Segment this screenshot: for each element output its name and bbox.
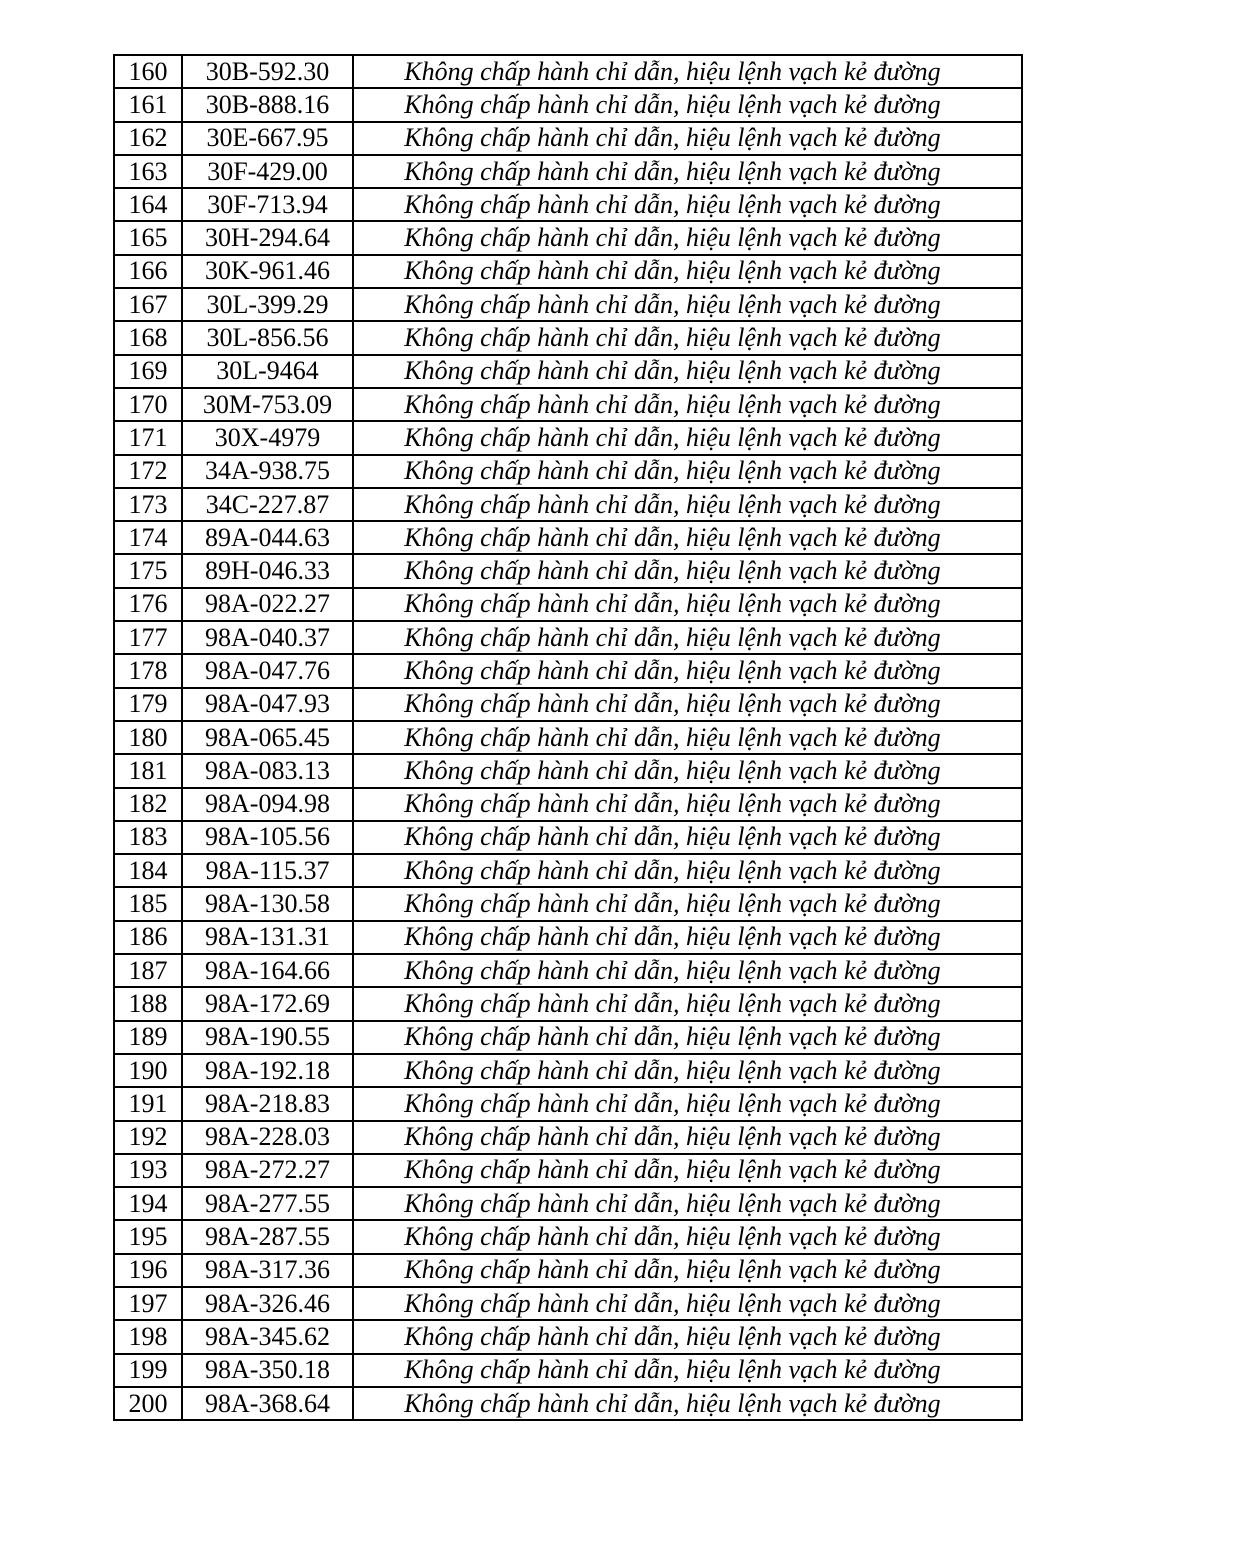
license-plate-cell: 34A-938.75 bbox=[182, 455, 353, 488]
table-row bbox=[114, 221, 1022, 254]
license-plate-cell: 98A-277.55 bbox=[182, 1187, 353, 1220]
row-number-cell: 184 bbox=[114, 854, 182, 887]
table-row bbox=[114, 688, 1022, 721]
license-plate-cell: 30L-399.29 bbox=[182, 288, 353, 321]
table-row bbox=[114, 821, 1022, 854]
violation-cell: Không chấp hành chỉ dẫn, hiệu lệnh vạch kẻ đường bbox=[353, 754, 1022, 787]
license-plate-cell: 98A-317.36 bbox=[182, 1254, 353, 1287]
violation-cell: Không chấp hành chỉ dẫn, hiệu lệnh vạch kẻ đường bbox=[353, 721, 1022, 754]
license-plate-cell: 98A-083.13 bbox=[182, 754, 353, 787]
table-row bbox=[114, 1254, 1022, 1287]
table-row bbox=[114, 355, 1022, 388]
table-row bbox=[114, 887, 1022, 920]
license-plate-cell: 98A-326.46 bbox=[182, 1287, 353, 1320]
table-row bbox=[114, 55, 1022, 88]
violation-cell: Không chấp hành chỉ dẫn, hiệu lệnh vạch kẻ đường bbox=[353, 1121, 1022, 1154]
table-row bbox=[114, 421, 1022, 454]
license-plate-cell: 98A-115.37 bbox=[182, 854, 353, 887]
row-number-cell: 197 bbox=[114, 1287, 182, 1320]
row-number-cell: 167 bbox=[114, 288, 182, 321]
license-plate-cell: 89H-046.33 bbox=[182, 554, 353, 587]
row-number-cell: 185 bbox=[114, 887, 182, 920]
license-plate-cell: 30L-9464 bbox=[182, 355, 353, 388]
row-number-cell: 194 bbox=[114, 1187, 182, 1220]
row-number-cell: 166 bbox=[114, 255, 182, 288]
table-row bbox=[114, 288, 1022, 321]
table-row bbox=[114, 155, 1022, 188]
violation-cell: Không chấp hành chỉ dẫn, hiệu lệnh vạch kẻ đường bbox=[353, 1220, 1022, 1253]
license-plate-cell: 98A-105.56 bbox=[182, 821, 353, 854]
license-plate-cell: 98A-272.27 bbox=[182, 1154, 353, 1187]
table-row bbox=[114, 255, 1022, 288]
row-number-cell: 181 bbox=[114, 754, 182, 787]
violation-cell: Không chấp hành chỉ dẫn, hiệu lệnh vạch kẻ đường bbox=[353, 554, 1022, 587]
table-row bbox=[114, 1320, 1022, 1353]
row-number-cell: 173 bbox=[114, 488, 182, 521]
license-plate-cell: 98A-350.18 bbox=[182, 1354, 353, 1387]
violation-cell: Không chấp hành chỉ dẫn, hiệu lệnh vạch kẻ đường bbox=[353, 288, 1022, 321]
violation-cell: Không chấp hành chỉ dẫn, hiệu lệnh vạch kẻ đường bbox=[353, 1387, 1022, 1420]
violation-cell: Không chấp hành chỉ dẫn, hiệu lệnh vạch kẻ đường bbox=[353, 1154, 1022, 1187]
row-number-cell: 200 bbox=[114, 1387, 182, 1420]
license-plate-cell: 98A-131.31 bbox=[182, 921, 353, 954]
row-number-cell: 196 bbox=[114, 1254, 182, 1287]
table-row bbox=[114, 854, 1022, 887]
row-number-cell: 161 bbox=[114, 88, 182, 121]
table-row bbox=[114, 88, 1022, 121]
row-number-cell: 162 bbox=[114, 122, 182, 155]
table-row bbox=[114, 488, 1022, 521]
row-number-cell: 170 bbox=[114, 388, 182, 421]
row-number-cell: 192 bbox=[114, 1121, 182, 1154]
license-plate-cell: 98A-218.83 bbox=[182, 1087, 353, 1120]
violation-cell: Không chấp hành chỉ dẫn, hiệu lệnh vạch kẻ đường bbox=[353, 987, 1022, 1020]
violation-cell: Không chấp hành chỉ dẫn, hiệu lệnh vạch kẻ đường bbox=[353, 188, 1022, 221]
table-row bbox=[114, 1087, 1022, 1120]
violation-cell: Không chấp hành chỉ dẫn, hiệu lệnh vạch kẻ đường bbox=[353, 654, 1022, 687]
violation-cell: Không chấp hành chỉ dẫn, hiệu lệnh vạch kẻ đường bbox=[353, 788, 1022, 821]
row-number-cell: 182 bbox=[114, 788, 182, 821]
license-plate-cell: 98A-287.55 bbox=[182, 1220, 353, 1253]
table-row bbox=[114, 1121, 1022, 1154]
license-plate-cell: 98A-094.98 bbox=[182, 788, 353, 821]
license-plate-cell: 98A-172.69 bbox=[182, 987, 353, 1020]
violation-cell: Không chấp hành chỉ dẫn, hiệu lệnh vạch kẻ đường bbox=[353, 688, 1022, 721]
table-row bbox=[114, 1021, 1022, 1054]
violation-cell: Không chấp hành chỉ dẫn, hiệu lệnh vạch kẻ đường bbox=[353, 887, 1022, 920]
violation-cell: Không chấp hành chỉ dẫn, hiệu lệnh vạch kẻ đường bbox=[353, 455, 1022, 488]
violation-cell: Không chấp hành chỉ dẫn, hiệu lệnh vạch kẻ đường bbox=[353, 1287, 1022, 1320]
violation-cell: Không chấp hành chỉ dẫn, hiệu lệnh vạch kẻ đường bbox=[353, 921, 1022, 954]
table-row bbox=[114, 1354, 1022, 1387]
table-row bbox=[114, 921, 1022, 954]
table-row bbox=[114, 321, 1022, 354]
table-row bbox=[114, 721, 1022, 754]
license-plate-cell: 30F-429.00 bbox=[182, 155, 353, 188]
violation-cell: Không chấp hành chỉ dẫn, hiệu lệnh vạch kẻ đường bbox=[353, 255, 1022, 288]
license-plate-cell: 30F-713.94 bbox=[182, 188, 353, 221]
license-plate-cell: 98A-192.18 bbox=[182, 1054, 353, 1087]
row-number-cell: 179 bbox=[114, 688, 182, 721]
row-number-cell: 177 bbox=[114, 621, 182, 654]
row-number-cell: 199 bbox=[114, 1354, 182, 1387]
table-row bbox=[114, 621, 1022, 654]
row-number-cell: 180 bbox=[114, 721, 182, 754]
table-row bbox=[114, 1187, 1022, 1220]
table-row bbox=[114, 954, 1022, 987]
table-row bbox=[114, 1287, 1022, 1320]
row-number-cell: 198 bbox=[114, 1320, 182, 1353]
violation-cell: Không chấp hành chỉ dẫn, hiệu lệnh vạch kẻ đường bbox=[353, 221, 1022, 254]
license-plate-cell: 30L-856.56 bbox=[182, 321, 353, 354]
row-number-cell: 189 bbox=[114, 1021, 182, 1054]
table-row bbox=[114, 122, 1022, 155]
row-number-cell: 164 bbox=[114, 188, 182, 221]
violation-cell: Không chấp hành chỉ dẫn, hiệu lệnh vạch kẻ đường bbox=[353, 355, 1022, 388]
row-number-cell: 195 bbox=[114, 1220, 182, 1253]
violation-cell: Không chấp hành chỉ dẫn, hiệu lệnh vạch kẻ đường bbox=[353, 1054, 1022, 1087]
license-plate-cell: 98A-345.62 bbox=[182, 1320, 353, 1353]
license-plate-cell: 89A-044.63 bbox=[182, 521, 353, 554]
violation-cell: Không chấp hành chỉ dẫn, hiệu lệnh vạch kẻ đường bbox=[353, 1021, 1022, 1054]
license-plate-cell: 98A-047.76 bbox=[182, 654, 353, 687]
violation-cell: Không chấp hành chỉ dẫn, hiệu lệnh vạch kẻ đường bbox=[353, 488, 1022, 521]
table-row bbox=[114, 455, 1022, 488]
violation-cell: Không chấp hành chỉ dẫn, hiệu lệnh vạch kẻ đường bbox=[353, 88, 1022, 121]
license-plate-cell: 30E-667.95 bbox=[182, 122, 353, 155]
table-row bbox=[114, 388, 1022, 421]
table-row bbox=[114, 188, 1022, 221]
violation-cell: Không chấp hành chỉ dẫn, hiệu lệnh vạch kẻ đường bbox=[353, 1254, 1022, 1287]
violations-table-body bbox=[114, 55, 1022, 1420]
table-row bbox=[114, 1220, 1022, 1253]
license-plate-cell: 34C-227.87 bbox=[182, 488, 353, 521]
violation-cell: Không chấp hành chỉ dẫn, hiệu lệnh vạch kẻ đường bbox=[353, 321, 1022, 354]
table-row bbox=[114, 588, 1022, 621]
violation-cell: Không chấp hành chỉ dẫn, hiệu lệnh vạch kẻ đường bbox=[353, 854, 1022, 887]
row-number-cell: 175 bbox=[114, 554, 182, 587]
license-plate-cell: 98A-228.03 bbox=[182, 1121, 353, 1154]
violation-cell: Không chấp hành chỉ dẫn, hiệu lệnh vạch kẻ đường bbox=[353, 55, 1022, 88]
row-number-cell: 172 bbox=[114, 455, 182, 488]
license-plate-cell: 98A-164.66 bbox=[182, 954, 353, 987]
violation-cell: Không chấp hành chỉ dẫn, hiệu lệnh vạch kẻ đường bbox=[353, 954, 1022, 987]
table-row bbox=[114, 754, 1022, 787]
table-row bbox=[114, 1154, 1022, 1187]
row-number-cell: 191 bbox=[114, 1087, 182, 1120]
license-plate-cell: 98A-040.37 bbox=[182, 621, 353, 654]
row-number-cell: 174 bbox=[114, 521, 182, 554]
table-row bbox=[114, 521, 1022, 554]
violation-cell: Không chấp hành chỉ dẫn, hiệu lệnh vạch kẻ đường bbox=[353, 155, 1022, 188]
violation-cell: Không chấp hành chỉ dẫn, hiệu lệnh vạch kẻ đường bbox=[353, 388, 1022, 421]
license-plate-cell: 98A-022.27 bbox=[182, 588, 353, 621]
row-number-cell: 178 bbox=[114, 654, 182, 687]
violation-cell: Không chấp hành chỉ dẫn, hiệu lệnh vạch kẻ đường bbox=[353, 1087, 1022, 1120]
row-number-cell: 188 bbox=[114, 987, 182, 1020]
violation-cell: Không chấp hành chỉ dẫn, hiệu lệnh vạch kẻ đường bbox=[353, 1320, 1022, 1353]
row-number-cell: 169 bbox=[114, 355, 182, 388]
violation-cell: Không chấp hành chỉ dẫn, hiệu lệnh vạch kẻ đường bbox=[353, 1354, 1022, 1387]
table-row bbox=[114, 788, 1022, 821]
violations-table bbox=[113, 54, 1023, 1421]
license-plate-cell: 98A-190.55 bbox=[182, 1021, 353, 1054]
table-row bbox=[114, 654, 1022, 687]
license-plate-cell: 30B-592.30 bbox=[182, 55, 353, 88]
table-row bbox=[114, 1387, 1022, 1420]
row-number-cell: 193 bbox=[114, 1154, 182, 1187]
row-number-cell: 163 bbox=[114, 155, 182, 188]
violation-cell: Không chấp hành chỉ dẫn, hiệu lệnh vạch kẻ đường bbox=[353, 1187, 1022, 1220]
row-number-cell: 176 bbox=[114, 588, 182, 621]
table-row bbox=[114, 987, 1022, 1020]
row-number-cell: 187 bbox=[114, 954, 182, 987]
license-plate-cell: 98A-047.93 bbox=[182, 688, 353, 721]
license-plate-cell: 30M-753.09 bbox=[182, 388, 353, 421]
row-number-cell: 168 bbox=[114, 321, 182, 354]
violation-cell: Không chấp hành chỉ dẫn, hiệu lệnh vạch kẻ đường bbox=[353, 122, 1022, 155]
violation-cell: Không chấp hành chỉ dẫn, hiệu lệnh vạch kẻ đường bbox=[353, 588, 1022, 621]
row-number-cell: 183 bbox=[114, 821, 182, 854]
license-plate-cell: 98A-130.58 bbox=[182, 887, 353, 920]
row-number-cell: 171 bbox=[114, 421, 182, 454]
violation-cell: Không chấp hành chỉ dẫn, hiệu lệnh vạch kẻ đường bbox=[353, 521, 1022, 554]
license-plate-cell: 30H-294.64 bbox=[182, 221, 353, 254]
license-plate-cell: 98A-065.45 bbox=[182, 721, 353, 754]
row-number-cell: 165 bbox=[114, 221, 182, 254]
violation-cell: Không chấp hành chỉ dẫn, hiệu lệnh vạch kẻ đường bbox=[353, 821, 1022, 854]
row-number-cell: 160 bbox=[114, 55, 182, 88]
violation-cell: Không chấp hành chỉ dẫn, hiệu lệnh vạch kẻ đường bbox=[353, 421, 1022, 454]
license-plate-cell: 98A-368.64 bbox=[182, 1387, 353, 1420]
violation-cell: Không chấp hành chỉ dẫn, hiệu lệnh vạch kẻ đường bbox=[353, 621, 1022, 654]
license-plate-cell: 30X-4979 bbox=[182, 421, 353, 454]
license-plate-cell: 30K-961.46 bbox=[182, 255, 353, 288]
table-row bbox=[114, 1054, 1022, 1087]
table-row bbox=[114, 554, 1022, 587]
license-plate-cell: 30B-888.16 bbox=[182, 88, 353, 121]
row-number-cell: 186 bbox=[114, 921, 182, 954]
row-number-cell: 190 bbox=[114, 1054, 182, 1087]
